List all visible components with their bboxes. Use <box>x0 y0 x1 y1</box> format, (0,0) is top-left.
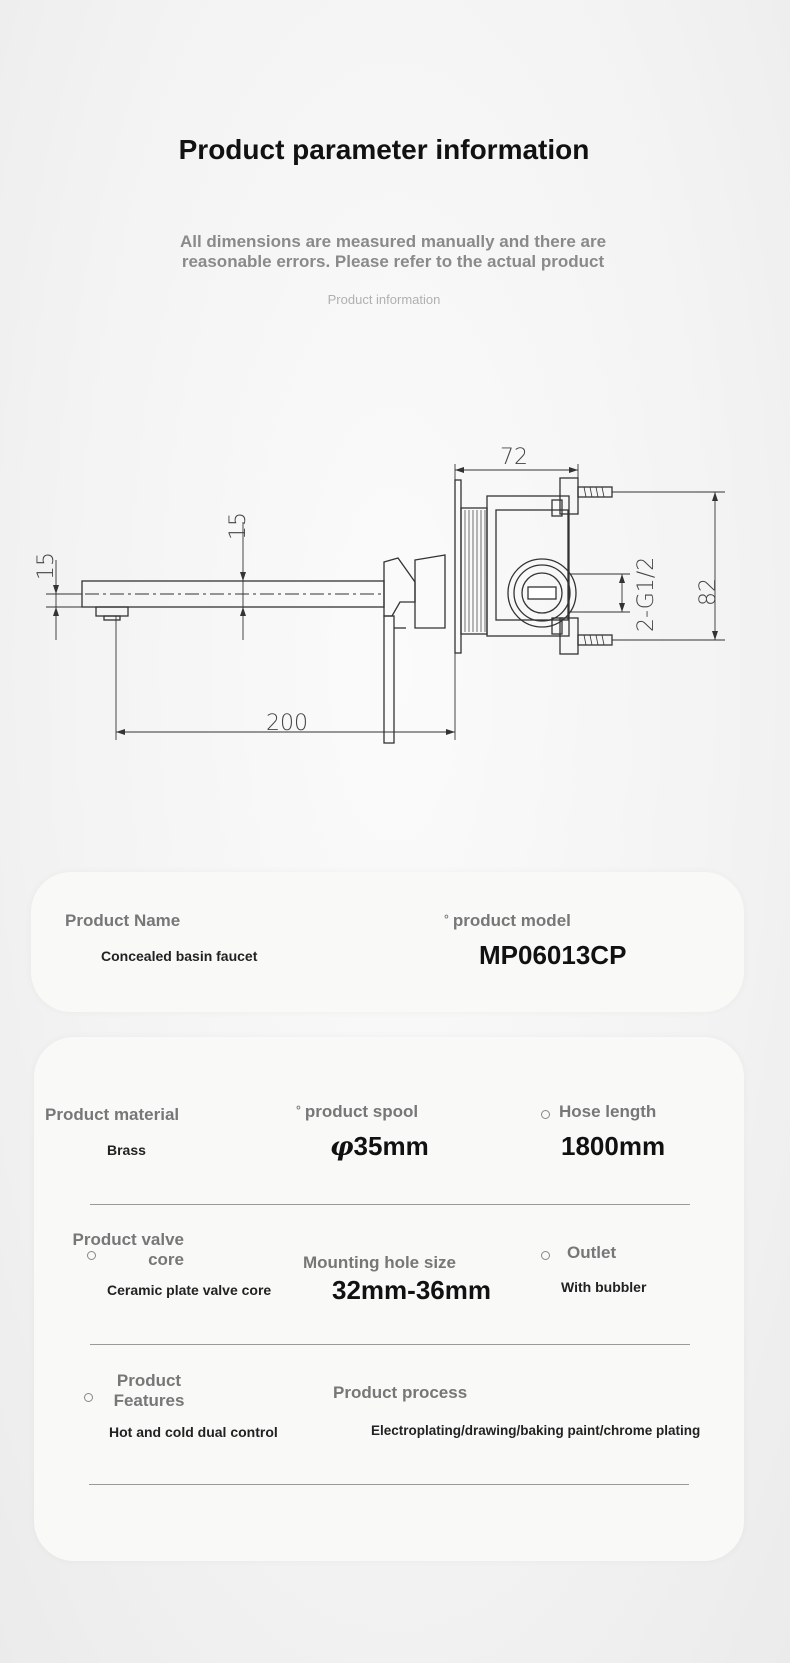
dim-15-top-label: 15 <box>226 512 251 540</box>
product-model-value: MP06013CP <box>479 940 627 970</box>
valve-box <box>487 496 569 636</box>
page-title: Product parameter information <box>178 134 590 165</box>
hose-length-label: Hose length <box>559 1102 657 1121</box>
bullet-circle-icon <box>87 1251 96 1260</box>
handle-body <box>384 558 415 616</box>
features-label: Product Features <box>113 1371 185 1410</box>
bullet-circle-icon <box>541 1110 550 1119</box>
features-value: Hot and cold dual control <box>109 1424 278 1440</box>
dim-thread-label: 2-G1/2 <box>634 556 659 632</box>
mounting-screw-bottom <box>578 635 612 645</box>
section-caption: Product information <box>327 292 441 307</box>
row-divider <box>89 1484 689 1485</box>
wall-plate <box>455 480 461 653</box>
basic-info-card <box>31 872 744 1012</box>
disclaimer-line-1: All dimensions are measured manually and there are <box>179 232 607 251</box>
aerator <box>96 607 128 616</box>
disclaimer-line-2: reasonable errors. Please refer to the actual product <box>181 252 605 271</box>
specs-card <box>34 1037 744 1561</box>
dim-82-label: 82 <box>696 578 721 606</box>
dim-15-left-label: 15 <box>34 552 59 580</box>
mounting-hole-label: Mounting hole size <box>303 1253 456 1272</box>
process-label: Product process <box>333 1383 468 1402</box>
product-name-value: Concealed basin faucet <box>101 948 258 964</box>
process-value: Electroplating/drawing/baking paint/chrome plating <box>371 1423 701 1438</box>
outlet-value: With bubbler <box>561 1279 647 1295</box>
bullet-circle-icon <box>541 1251 550 1260</box>
faucet-technical-drawing <box>0 440 790 760</box>
valve-core-label: Product valve core <box>72 1230 184 1269</box>
hose-length-value: 1800mm <box>561 1131 666 1161</box>
mounting-hole-value: 32mm-36mm <box>332 1275 491 1305</box>
lever <box>384 616 394 743</box>
material-value: Brass <box>107 1142 146 1158</box>
product-model-label: ° product model <box>444 911 571 930</box>
mounting-screw-top <box>578 487 612 497</box>
spool-value: φ35mm <box>330 1131 429 1162</box>
dim-200-label: 200 <box>266 711 308 736</box>
spool-label: ° product spool <box>296 1102 419 1121</box>
material-label: Product material <box>45 1105 180 1124</box>
bullet-circle-icon <box>84 1393 93 1402</box>
dim-72-label: 72 <box>500 445 528 470</box>
product-name-label: Product Name <box>65 911 181 930</box>
disclaimer-text <box>0 232 786 272</box>
outlet-label: Outlet <box>567 1243 617 1262</box>
row-divider <box>90 1204 690 1205</box>
valve-core-value: Ceramic plate valve core <box>107 1282 272 1298</box>
row-divider <box>90 1344 690 1345</box>
